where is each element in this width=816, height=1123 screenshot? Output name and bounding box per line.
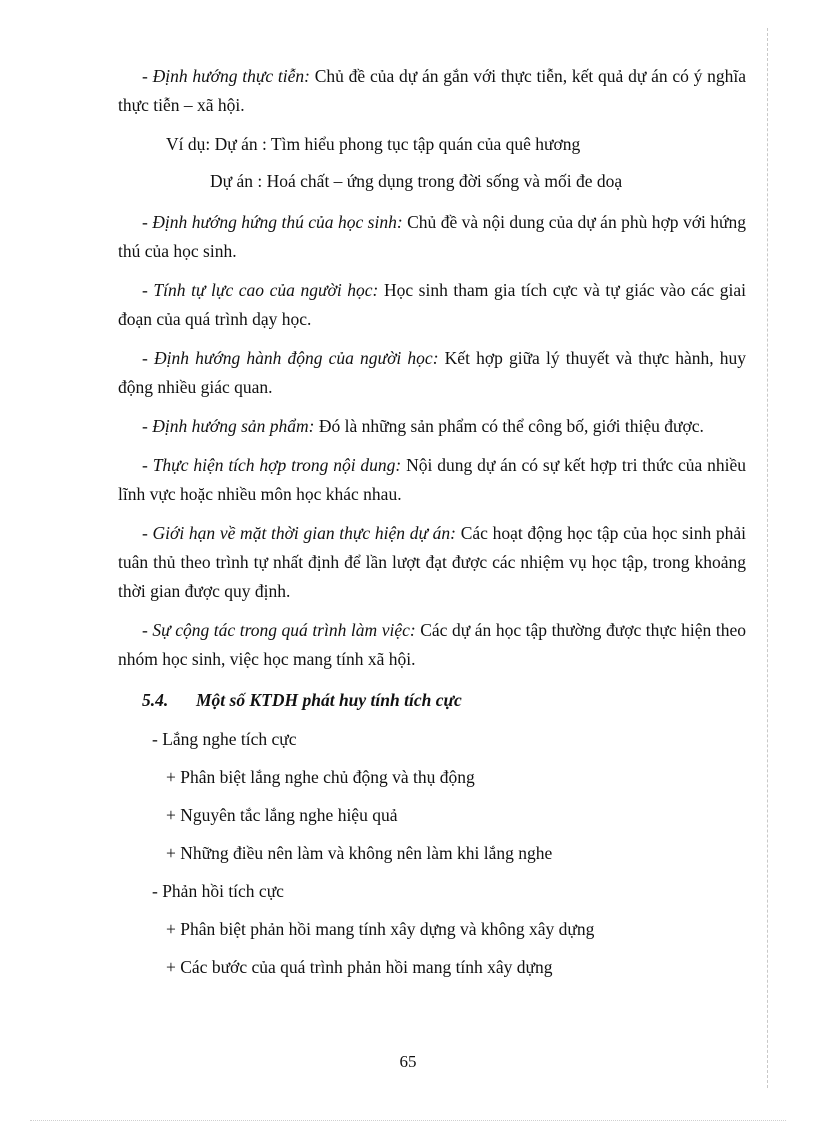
list-item: + Phân biệt phản hồi mang tính xây dựng và không xây dựng bbox=[166, 919, 595, 939]
dash: - bbox=[142, 620, 153, 640]
paragraph-text: Đó là những sản phẩm có thể công bố, giới thiệu được. bbox=[314, 416, 704, 436]
term: Giới hạn về mặt thời gian thực hiện dự án: bbox=[152, 523, 457, 543]
paragraph-action-orientation bbox=[118, 344, 746, 402]
dash: - bbox=[142, 212, 153, 232]
dash: - bbox=[142, 348, 154, 368]
section-heading bbox=[142, 686, 746, 715]
paragraph-text: Kết hợp giữa lý thuyết và thực hành, huy động nhiều giác quan. bbox=[118, 348, 747, 397]
term: Định hướng hứng thú của học sinh: bbox=[152, 212, 403, 232]
paragraph-collaboration bbox=[118, 616, 746, 674]
paragraph-text: Học sinh tham gia tích cực và tự giác vào các giai đoạn của quá trình dạy học. bbox=[118, 280, 747, 329]
dash: - bbox=[142, 523, 153, 543]
page-number: 65 bbox=[399, 1052, 417, 1071]
section-number: 5.4. bbox=[142, 690, 169, 710]
paragraph-self-reliance bbox=[118, 276, 746, 334]
dash: - bbox=[142, 416, 153, 436]
list-item: + Những điều nên làm và không nên làm khi lắng nghe bbox=[166, 843, 553, 863]
dash: - bbox=[142, 280, 154, 300]
term: Định hướng thực tiễn: bbox=[152, 66, 310, 86]
paragraph-text: Chủ đề của dự án gắn với thực tiễn, kết quả dự án có ý nghĩa thực tiễn – xã hội. bbox=[118, 66, 746, 115]
list-group-label: - Lắng nghe tích cực bbox=[152, 729, 297, 749]
paragraph-product-orientation bbox=[118, 412, 746, 441]
paragraph-text: Các dự án học tập thường được thực hiện theo nhóm học sinh, việc học mang tính xã hội. bbox=[118, 620, 746, 669]
paragraph-integration bbox=[118, 451, 746, 509]
term: Thực hiện tích hợp trong nội dung: bbox=[152, 455, 402, 475]
document-body bbox=[118, 62, 746, 991]
list-group-label: - Phản hồi tích cực bbox=[152, 881, 284, 901]
dash: - bbox=[142, 455, 153, 475]
term: Định hướng hành động của người học: bbox=[153, 348, 439, 368]
dash: - bbox=[142, 66, 153, 86]
paragraph-text: Các hoạt động học tập của học sinh phải tuân thủ theo trình tự nhất định để lần lượt đạt được các nhiệm vụ học tập, trong khoảng thời gian được quy định. bbox=[118, 523, 747, 601]
list-item: + Các bước của quá trình phản hồi mang tính xây dựng bbox=[166, 957, 553, 977]
section-title: Một số KTDH phát huy tính tích cực bbox=[196, 690, 462, 710]
paragraph-student-interest bbox=[118, 208, 746, 266]
term: Tính tự lực cao của người học: bbox=[153, 280, 379, 300]
example-line-1: Ví dụ: Dự án : Tìm hiểu phong tục tập quán của quê hương bbox=[166, 134, 581, 154]
paragraph-time-limit bbox=[118, 519, 746, 606]
term: Sự cộng tác trong quá trình làm việc: bbox=[152, 620, 416, 640]
list-item: + Phân biệt lắng nghe chủ động và thụ động bbox=[166, 767, 475, 787]
list-item: + Nguyên tắc lắng nghe hiệu quả bbox=[166, 805, 398, 825]
example-line-2: Dự án : Hoá chất – ứng dụng trong đời sống và mối đe doạ bbox=[210, 171, 623, 191]
term: Định hướng sản phẩm: bbox=[152, 416, 315, 436]
paragraph-text: Nội dung dự án có sự kết hợp tri thức của nhiều lĩnh vực hoặc nhiều môn học khác nhau. bbox=[118, 455, 747, 504]
bottom-rule bbox=[30, 1120, 786, 1121]
paragraph-text: Chủ đề và nội dung của dự án phù hợp với hứng thú của học sinh. bbox=[118, 212, 747, 261]
paragraph-practical-orientation bbox=[118, 62, 746, 120]
